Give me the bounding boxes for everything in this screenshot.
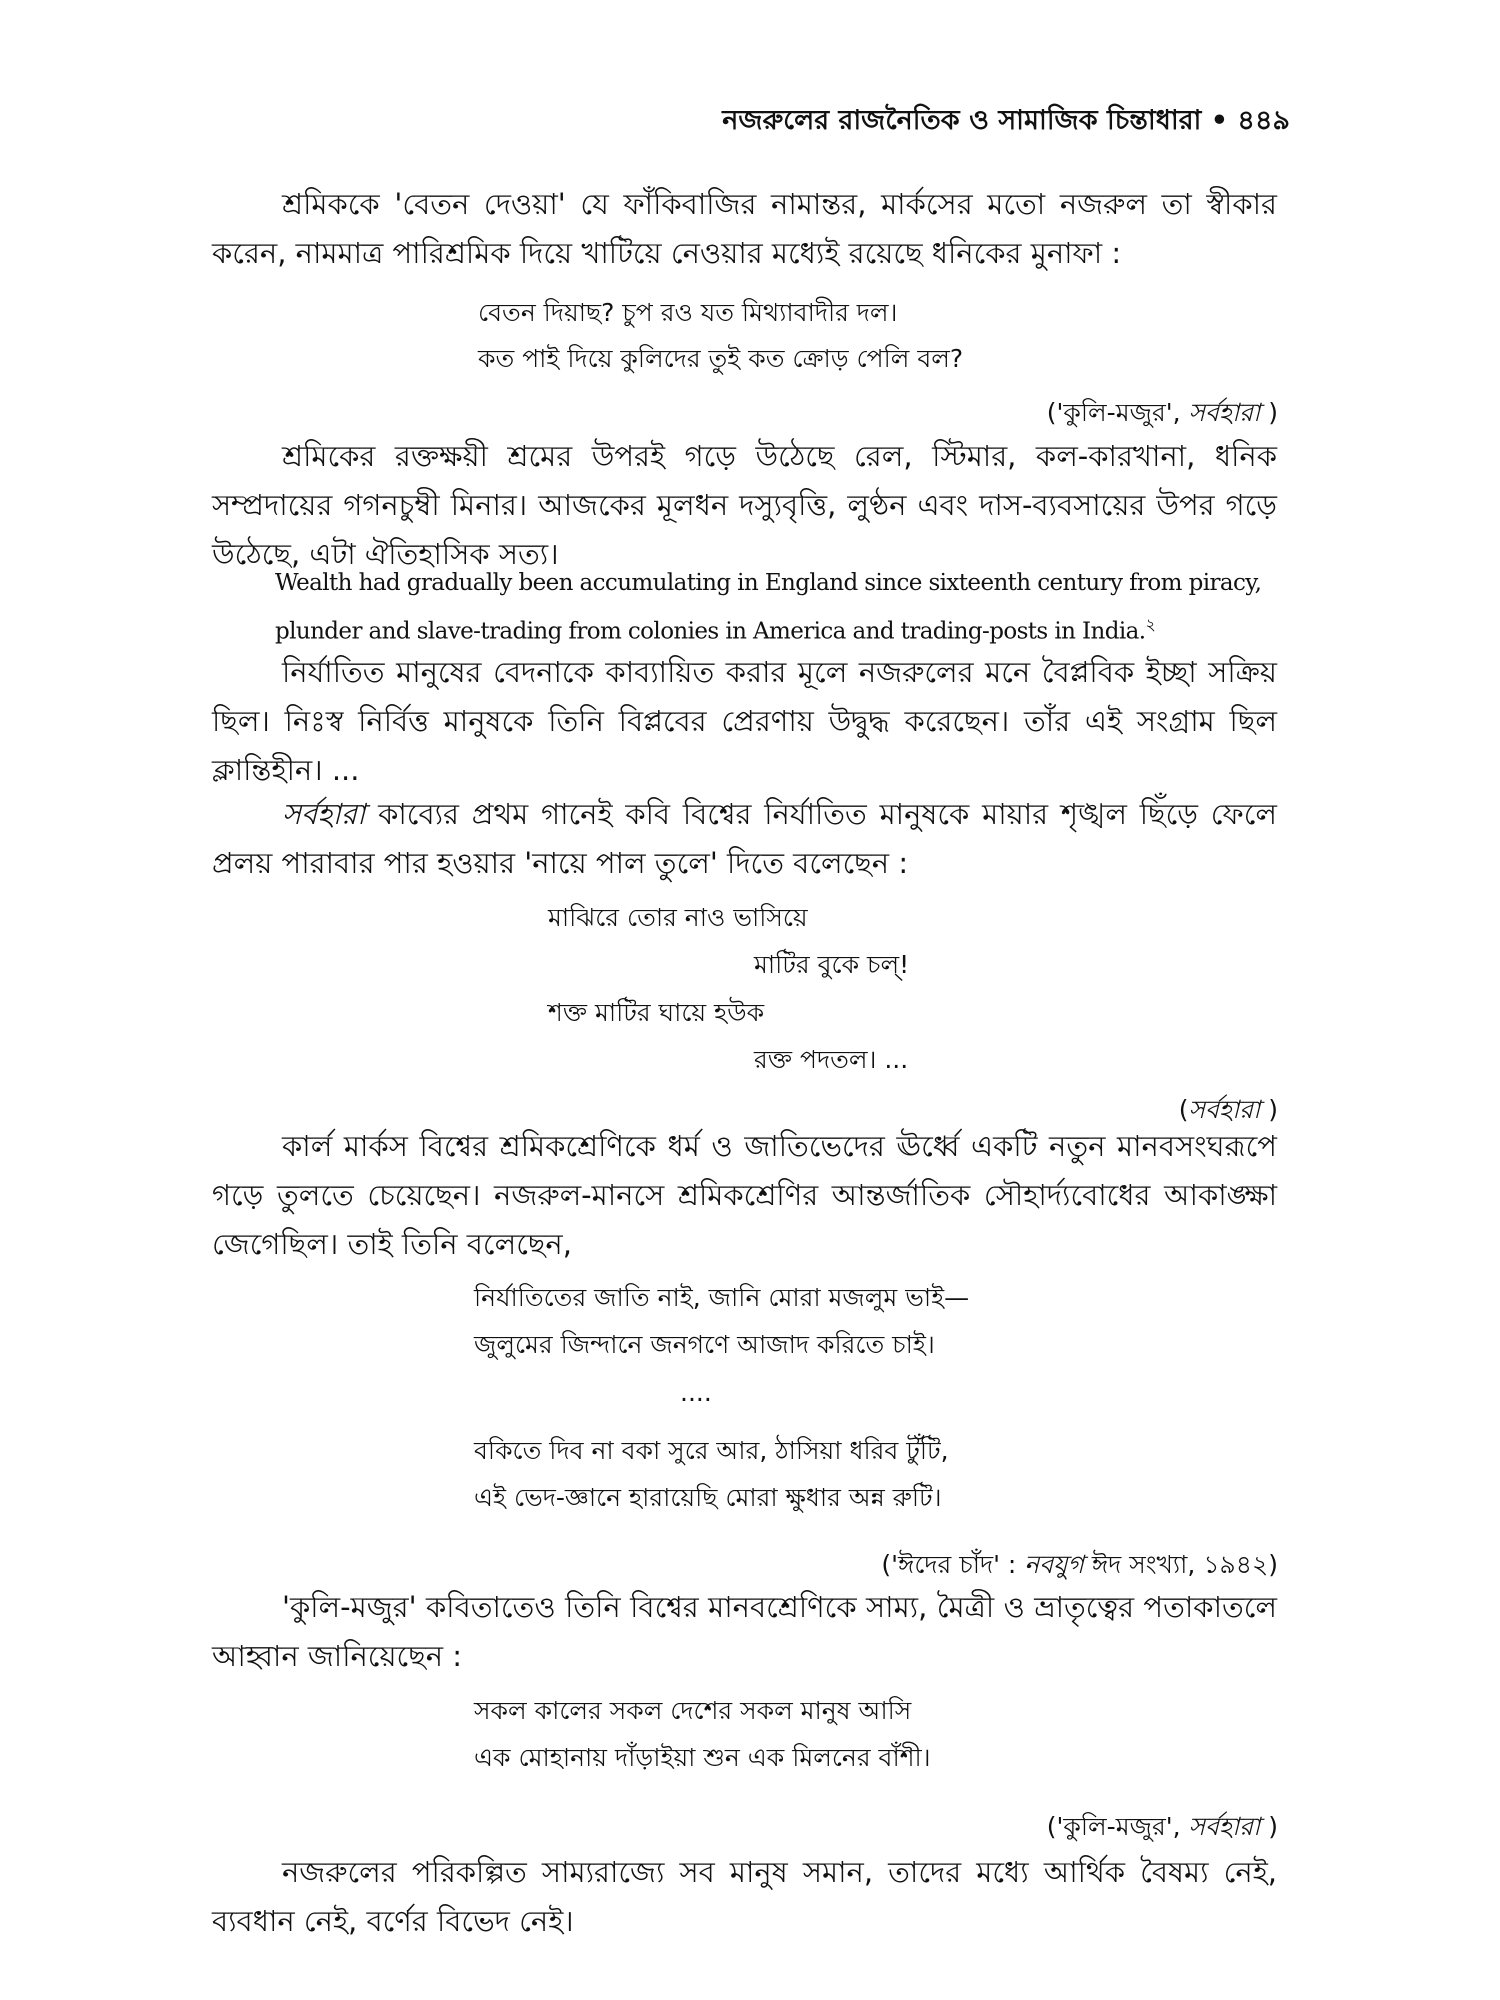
citation-prefix: ('কুলি-মজুর',	[1046, 398, 1189, 427]
verse-line: বেতন দিয়াছ? চুপ রও যত মিথ্যাবাদীর দল।	[478, 298, 898, 327]
source-citation	[1047, 393, 1278, 436]
verse-line: মাঝিরে তোর নাও ভাসিয়ে	[548, 903, 808, 932]
english-quote-line: Wealth had gradually been accumulating in England since sixteenth century from piracy,	[275, 570, 1262, 596]
citation-work-title: সর্বহারা	[1188, 398, 1261, 427]
paragraph-2: শ্রমিকের রক্তক্ষয়ী শ্রমের উপরই গড়ে উঠেছে রেল, স্টিমার, কল-কারখানা, ধনিক সম্প্রদায়ের গগনচুম্বী মিনার। আজকের মূলধন দস্যুবৃত্তি, লুণ্ঠন এবং দাস-ব্যবসায়ের উপর গড়ে উঠেছে, এটা ঐতিহাসিক সত্য।	[212, 439, 1277, 571]
verse-line: কত পাই দিয়ে কুলিদের তুই কত ক্রোড় পেলি বল?	[478, 344, 964, 373]
verse-line: শক্ত মাটির ঘায়ে হউক	[548, 998, 765, 1027]
source-citation	[881, 1545, 1278, 1588]
verse-line: জুলুমের জিন্দানে জনগণে আজাদ করিতে চাই।	[474, 1330, 935, 1359]
verse-line: সকল কালের সকল দেশের সকল মানুষ আসি	[474, 1696, 912, 1725]
citation-work-title: নবযুগ	[1024, 1550, 1084, 1579]
work-title: সর্বহারা	[282, 797, 366, 831]
paragraph-6: 'কুলি-মজুর' কবিতাতেও তিনি বিশ্বের মানবশ্রেণিকে সাম্য, মৈত্রী ও ভ্রাতৃত্বের পতাকাতলে আহ্বান জানিয়েছেন :	[212, 1590, 1277, 1673]
verse-line: এই ভেদ-জ্ঞানে হারায়েছি মোরা ক্ষুধার অন্ন রুটি।	[474, 1483, 942, 1512]
citation-suffix: )	[1260, 1095, 1278, 1124]
verse-ellipsis: ....	[680, 1378, 712, 1407]
paragraph-4	[212, 790, 1277, 888]
citation-work-title: সর্বহারা	[1188, 1095, 1261, 1124]
verse-line: বকিতে দিব না বকা সুরে আর, ঠাসিয়া ধরিব টুঁটি,	[474, 1436, 949, 1465]
citation-suffix: )	[1260, 1812, 1278, 1841]
paragraph-1: শ্রমিককে 'বেতন দেওয়া' যে ফাঁকিবাজির নামান্তর, মার্কসের মতো নজরুল তা স্বীকার করেন, নামমাত্র পারিশ্রমিক দিয়ে খাটিয়ে নেওয়ার মধ্যেই রয়েছে ধনিকের মুনাফা :	[212, 187, 1277, 270]
verse-line: এক মোহানায় দাঁড়াইয়া শুন এক মিলনের বাঁশী।	[474, 1743, 931, 1772]
paragraph-4-text: কাব্যের প্রথম গানেই কবি বিশ্বের নির্যাতিত মানুষকে মায়ার শৃঙ্খল ছিঁড়ে ফেলে প্রলয় পারাবার পার হওয়ার 'নায়ে পাল তুলে' দিতে বলেছেন :	[212, 797, 1277, 880]
footnote-marker: ২	[1145, 615, 1156, 634]
paragraph-3: নির্যাতিত মানুষের বেদনাকে কাব্যায়িত করার মূলে নজরুলের মনে বৈপ্লবিক ইচ্ছা সক্রিয় ছিল। নিঃস্ব নির্বিত্ত মানুষকে তিনি বিপ্লবের প্রেরণায় উদ্বুদ্ধ করেছেন। তাঁর এই সংগ্রাম ছিল ক্লান্তিহীন। ...	[212, 655, 1277, 787]
citation-suffix: ঈদ সংখ্যা, ১৯৪২)	[1083, 1550, 1278, 1579]
english-quote-text: plunder and slave-trading from colonies in America and trading-posts in India.	[275, 618, 1146, 645]
english-quote-line	[275, 604, 1275, 653]
citation-suffix: )	[1260, 398, 1278, 427]
citation-prefix: ('ঈদের চাঁদ' :	[881, 1550, 1025, 1579]
verse-line: মাটির বুকে চল্!	[754, 950, 910, 979]
source-citation	[1047, 1807, 1278, 1850]
citation-prefix: (	[1178, 1095, 1189, 1124]
verse-line: রক্ত পদতল। ...	[754, 1045, 909, 1074]
paragraph-7: নজরুলের পরিকল্পিত সাম্যরাজ্যে সব মানুষ সমান, তাদের মধ্যে আর্থিক বৈষম্য নেই, ব্যবধান নেই, বর্ণের বিভেদ নেই।	[212, 1855, 1277, 1938]
running-head: নজরুলের রাজনৈতিক ও সামাজিক চিন্তাধারা • ৪৪৯	[722, 105, 1290, 136]
verse-line: নির্যাতিতের জাতি নাই, জানি মোরা মজলুম ভাই—	[474, 1283, 970, 1312]
citation-prefix: ('কুলি-মজুর',	[1046, 1812, 1189, 1841]
citation-work-title: সর্বহারা	[1188, 1812, 1261, 1841]
paragraph-5: কার্ল মার্কস বিশ্বের শ্রমিকশ্রেণিকে ধর্ম ও জাতিভেদের ঊর্ধ্বে একটি নতুন মানবসংঘরূপে গড়ে তুলতে চেয়েছেন। নজরুল-মানসে শ্রমিকশ্রেণির আন্তর্জাতিক সৌহার্দ্যবোধের আকাঙ্ক্ষা জেগেছিল। তাই তিনি বলেছেন,	[212, 1129, 1277, 1261]
